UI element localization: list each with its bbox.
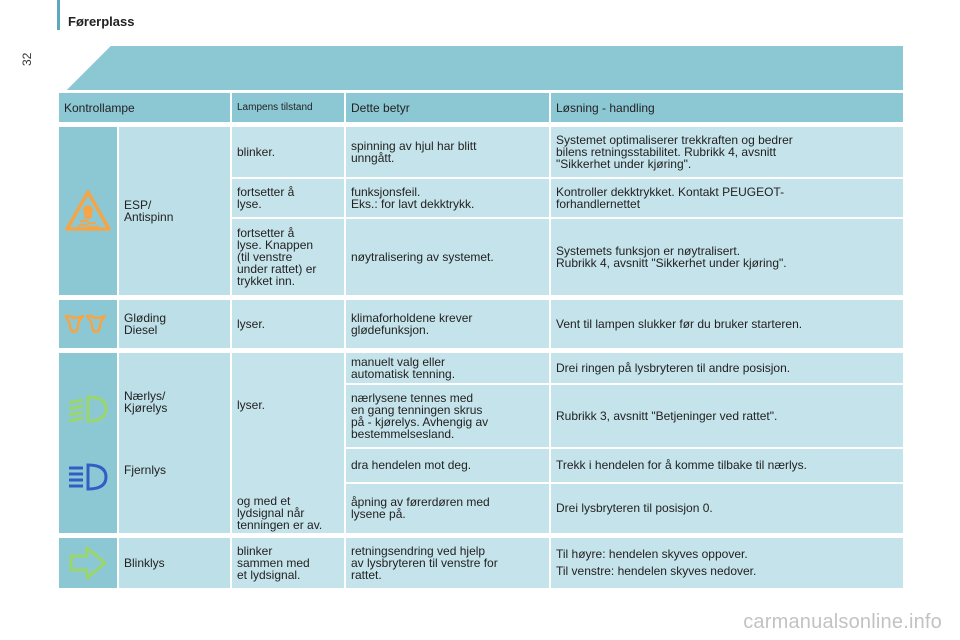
section-accent-bar (57, 0, 60, 30)
table-row (58, 298, 904, 351)
lights-solution-1: Drei ringen på lysbryteren til andre posisjon. (550, 351, 904, 385)
esp-meaning-2: funksjonsfeil. Eks.: for lavt dekktrykk. (345, 178, 550, 218)
indicator-solution-left: Til venstre: hendelen skyves nedover. (556, 564, 757, 579)
indicator-solution-right: Til høyre: hendelen skyves oppover. (556, 547, 748, 562)
dipped-beam-icon (66, 394, 110, 424)
glow-solution: Vent til lampen slukker før du bruker starteren. (550, 298, 904, 351)
esp-solution-2: Kontroller dekktrykket. Kontakt PEUGEOT- forhandlernettet (550, 178, 904, 218)
table-row (58, 125, 904, 178)
glow-meaning: klimaforholdene krever glødefunksjon. (345, 298, 550, 351)
warning-lamp-table (57, 91, 905, 590)
lights-solution-4: Drei lysbryteren til posisjon 0. (550, 483, 904, 536)
lights-meaning-4: åpning av førerdøren med lysene på. (345, 483, 550, 536)
column-header-lamp: Kontrollampe (58, 92, 231, 125)
esp-warning-triangle-icon (64, 189, 112, 233)
table-header-row (58, 92, 904, 125)
esp-meaning-1: spinning av hjul har blitt unngått. (345, 125, 550, 178)
lights-icon-cell (58, 351, 118, 536)
column-header-state: Lampens tilstand (231, 92, 345, 125)
lights-state-on: lyser. (237, 398, 266, 412)
lights-solution-2: Rubrikk 3, avsnitt "Betjeninger ved rattet". (550, 384, 904, 448)
esp-state-2: fortsetter å lyse. (231, 178, 345, 218)
table-row (58, 536, 904, 589)
lights-state-cell (231, 351, 345, 536)
glow-icon-cell (58, 298, 118, 351)
page-number: 32 (20, 52, 34, 66)
indicator-meaning: retningsendring ved hjelp av lysbryteren til venstre for rattet. (345, 536, 550, 589)
esp-icon-cell (58, 125, 118, 298)
indicator-solution-cell (550, 536, 904, 589)
lights-meaning-2: nærlysene tennes med en gang tenningen skrus på - kjørelys. Avhengig av bestemmelsesland. (345, 384, 550, 448)
indicator-state: blinker sammen med et lydsignal. (231, 536, 345, 589)
lights-meaning-1: manuelt valg eller automatisk tenning. (345, 351, 550, 385)
lights-solution-3: Trekk i hendelen for å komme tilbake til nærlys. (550, 448, 904, 483)
section-title: Førerplass (68, 14, 135, 29)
indicator-lamp-name: Blinklys (118, 536, 231, 589)
main-beam-icon (66, 462, 110, 492)
esp-lamp-name: ESP/ Antispinn (118, 125, 231, 298)
column-header-meaning: Dette betyr (345, 92, 550, 125)
esp-solution-1: Systemet optimaliserer trekkraften og bedrer bilens retningsstabilitet. Rubrikk 4, avsnitt "Sikkerhet under kjøring". (550, 125, 904, 178)
esp-state-1: blinker. (231, 125, 345, 178)
lights-state-sound: og med et lydsignal når tenningen er av. (237, 494, 323, 532)
main-beam-name: Fjernlys (124, 463, 167, 477)
esp-meaning-3: nøytralisering av systemet. (345, 218, 550, 298)
esp-state-3: fortsetter å lyse. Knappen (til venstre under rattet) er trykket inn. (231, 218, 345, 298)
glow-state: lyser. (231, 298, 345, 351)
glow-lamp-name: Gløding Diesel (118, 298, 231, 351)
turn-signal-arrow-icon (67, 545, 109, 581)
esp-solution-3: Systemets funksjon er nøytralisert. Rubrikk 4, avsnitt "Sikkerhet under kjøring". (550, 218, 904, 298)
dipped-beam-name: Nærlys/ Kjørelys (124, 389, 168, 415)
lights-lamp-names (118, 351, 231, 536)
watermark: carmanualsonline.info (743, 611, 942, 633)
table-row (58, 351, 904, 385)
glow-plug-icon (65, 311, 111, 337)
column-header-solution: Løsning - handling (550, 92, 904, 125)
lights-meaning-3: dra hendelen mot deg. (345, 448, 550, 483)
indicator-icon-cell (58, 536, 118, 589)
header-banner (57, 46, 903, 90)
